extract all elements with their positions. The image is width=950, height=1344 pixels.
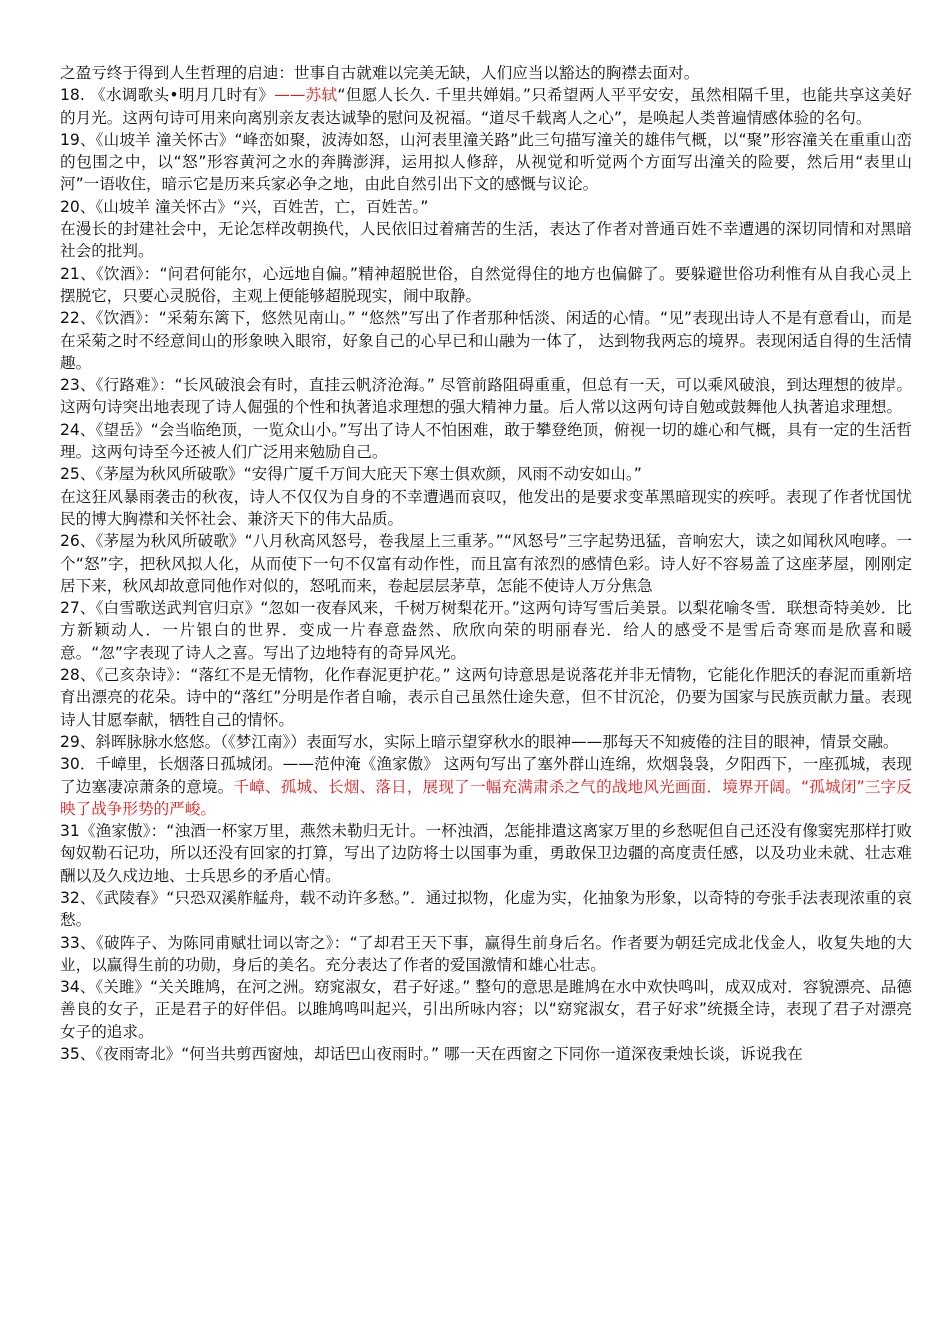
paragraph-item-31: 31《渔家傲》：“浊酒一杯家万里，燕然未勒归无计。一杯浊酒，怎能排遣这离家万里的乡愁呢但自己还没有像窦宪那样打败匈奴勒石记功，所以还没有回家的打算，写出了边防将士以国事为重，勇敢保卫边疆的高度责任感，以及功业未就、壮志难酬以及久戍边地、士兵思乡的矛盾心情。	[60, 822, 912, 885]
paragraph-item-25: 25、《茅屋为秋风所破歌》“安得广厦千万间大庇天下寒士俱欢颜，风雨不动安如山。”	[60, 465, 642, 484]
item-18-explanation: “但愿人长久. 千里共婵娟。”只希望两人平平安安，虽然相隔千里，也能共享这美好的月光。这两句诗可用来向离别亲友表达诚挚的慰问及祝福。“道尽千载离人之心”，是唤起人类普遍情感体验的名句。	[60, 86, 912, 127]
paragraph-item-33: 33、《破阵子、为陈同甫赋壮词以寄之》：“了却君王天下事，赢得生前身后名。作者要为朝廷完成北伐金人，收复失地的大业，以赢得生前的功勋，身后的美名。充分表达了作者的爱国激情和雄心壮志。	[60, 933, 912, 974]
document-page	[60, 62, 912, 1065]
paragraph-item-30	[60, 753, 912, 820]
item-30-text: 30．千嶂里，长烟落日孤城闭。——范仲淹《渔家傲》 这两句写出了塞外群山连绵，炊烟袅袅，夕阳西下，一座孤城，表现了边塞凄凉萧条的意境。	[60, 755, 912, 796]
paragraph-item-27: 27、《白雪歌送武判官归京》“忽如一夜春风来，千树万树梨花开。”这两句诗写雪后美景。以梨花喻冬雪．联想奇特美妙．比方新颖动人．一片银白的世界．变成一片春意盎然、欣欣向荣的明丽春光．给人的感受不是雪后奇寒而是欣喜和暖意。“忽”字表现了诗人之喜。写出了边地特有的奇异风光。	[60, 599, 912, 662]
paragraph-item-24: 24、《望岳》“会当临绝顶，一览众山小。”写出了诗人不怕困难，敢于攀登绝顶，俯视一切的雄心和气概，具有一定的生活哲理。这两句诗至今还被人们广泛用来勉励自己。	[60, 420, 912, 462]
paragraph-item-32: 32、《武陵春》“只恐双溪舴艋舟，载不动许多愁。”．通过拟物，化虚为实，化抽象为形象，以奇特的夸张手法表现浓重的哀愁。	[60, 888, 912, 930]
paragraph-item-26: 26、《茅屋为秋风所破歌》“八月秋高风怒号，卷我屋上三重茅。”“风怒号”三字起势迅猛，音响宏大，读之如闻秋风咆哮。一个“怒”字，把秋风拟人化，从而使下一句不仅富有动作性，而且富有浓烈的感情色彩。诗人好不容易盖了这座茅屋，刚刚定居下来，秋风却故意同他作对似的，怒吼而来，卷起层层茅草，怎能不使诗人万分焦急	[60, 532, 912, 595]
paragraph-item-34: 34、《关雎》“关关雎鸠，在河之洲。窈窕淑女，君子好逑。” 整句的意思是雎鸠在水中欢快鸣叫，成双成对．容貌漂亮、品德善良的女子，正是君子的好伴侣。以雎鸠鸣叫起兴，引出所咏内容；以“窈窕淑女，君子好求”统摄全诗，表现了君子对漂亮女子的追求。	[60, 978, 912, 1041]
paragraph-item-18	[60, 84, 912, 129]
paragraph-item-28: 28、《己亥杂诗》：“落红不是无情物，化作春泥更护花。” 这两句诗意思是说落花并非无情物，它能化作肥沃的春泥而重新培育出漂亮的花朵。诗中的“落红”分明是作者自喻，表示自己虽然仕途失意，但不甘沉沦，仍要为国家与民族贡献力量。表现诗人甘愿奉献，牺牲自己的情怀。	[60, 666, 912, 729]
item-30-highlight: 千嶂、孤城、长烟、落日，展现了一幅充满肃杀之气的战地风光画面．境界开阔。“孤城闭”三字反映了战争形势的严峻。	[60, 777, 912, 818]
paragraph-item-20: 20、《山坡羊 潼关怀古》“兴，百姓苦，亡，百姓苦。”	[60, 197, 429, 216]
paragraph-item-25-explanation: 在这狂风暴雨袭击的秋夜，诗人不仅仅为自身的不幸遭遇而哀叹，他发出的是要求变革黑暗现实的疾呼。表现了作者忧国忧民的博大胸襟和关怀社会、兼济天下的伟大品质。	[60, 487, 912, 528]
item-18-author-highlight: ——苏轼	[274, 86, 338, 105]
paragraph-item-29: 29、斜晖脉脉水悠悠。（《梦江南》）表面写水，实际上暗示望穿秋水的眼神——那每天不知疲倦的注目的眼神，情景交融。	[60, 732, 899, 751]
item-18-text: 18. 《水调歌头•明月几时有》	[60, 86, 275, 105]
paragraph-item-23: 23、《行路难》：“长风破浪会有时，直挂云帆济沧海。” 尽管前路阻碍重重，但总有一天，可以乘风破浪，到达理想的彼岸。这两句诗突出地表现了诗人倔强的个性和执著追求理想的强大精神力量。后人常以这两句诗自勉或鼓舞他人执著追求理想。	[60, 376, 912, 417]
paragraph-continuation: 之盈亏终于得到人生哲理的启迪：世事自古就难以完美无缺，人们应当以豁达的胸襟去面对。	[60, 64, 700, 82]
paragraph-item-35: 35、《夜雨寄北》“何当共剪西窗烛，却话巴山夜雨时。” 哪一天在西窗之下同你一道深夜秉烛长谈，诉说我在	[60, 1045, 803, 1064]
paragraph-item-19: 19、《山坡羊 潼关怀古》“峰峦如聚，波涛如怒，山河表里潼关路”此三句描写潼关的雄伟气概，以“聚”形容潼关在重重山峦的包围之中，以“怒”形容黄河之水的奔腾澎湃，运用拟人修辞，从视觉和听觉两个方面写出潼关的险要，然后用“表里山河”一语收住，暗示它是历来兵家必争之地，由此自然引出下文的感慨与议论。	[60, 130, 912, 194]
paragraph-item-22: 22、《饮酒》：“采菊东篱下，悠然见南山。” “悠然”写出了作者那种恬淡、闲适的心情。“见”表现出诗人不是有意看山，而是在采菊之时不经意间山的形象映入眼帘，好象自己的心早已和山融为一体了， 达到物我两忘的境界。表现闲适自得的生活情趣。	[60, 309, 912, 372]
paragraph-item-20-explanation: 在漫长的封建社会中，无论怎样改朝换代，人民依旧过着痛苦的生活，表达了作者对普通百姓不幸遭遇的深切同情和对黑暗社会的批判。	[60, 220, 912, 261]
paragraph-item-21: 21、《饮酒》：“问君何能尔，心远地自偏。”精神超脱世俗，自然觉得住的地方也偏僻了。要躲避世俗功利惟有从自我心灵上摆脱它，只要心灵脱俗，主观上便能够超脱现实，闹中取静。	[60, 264, 912, 305]
